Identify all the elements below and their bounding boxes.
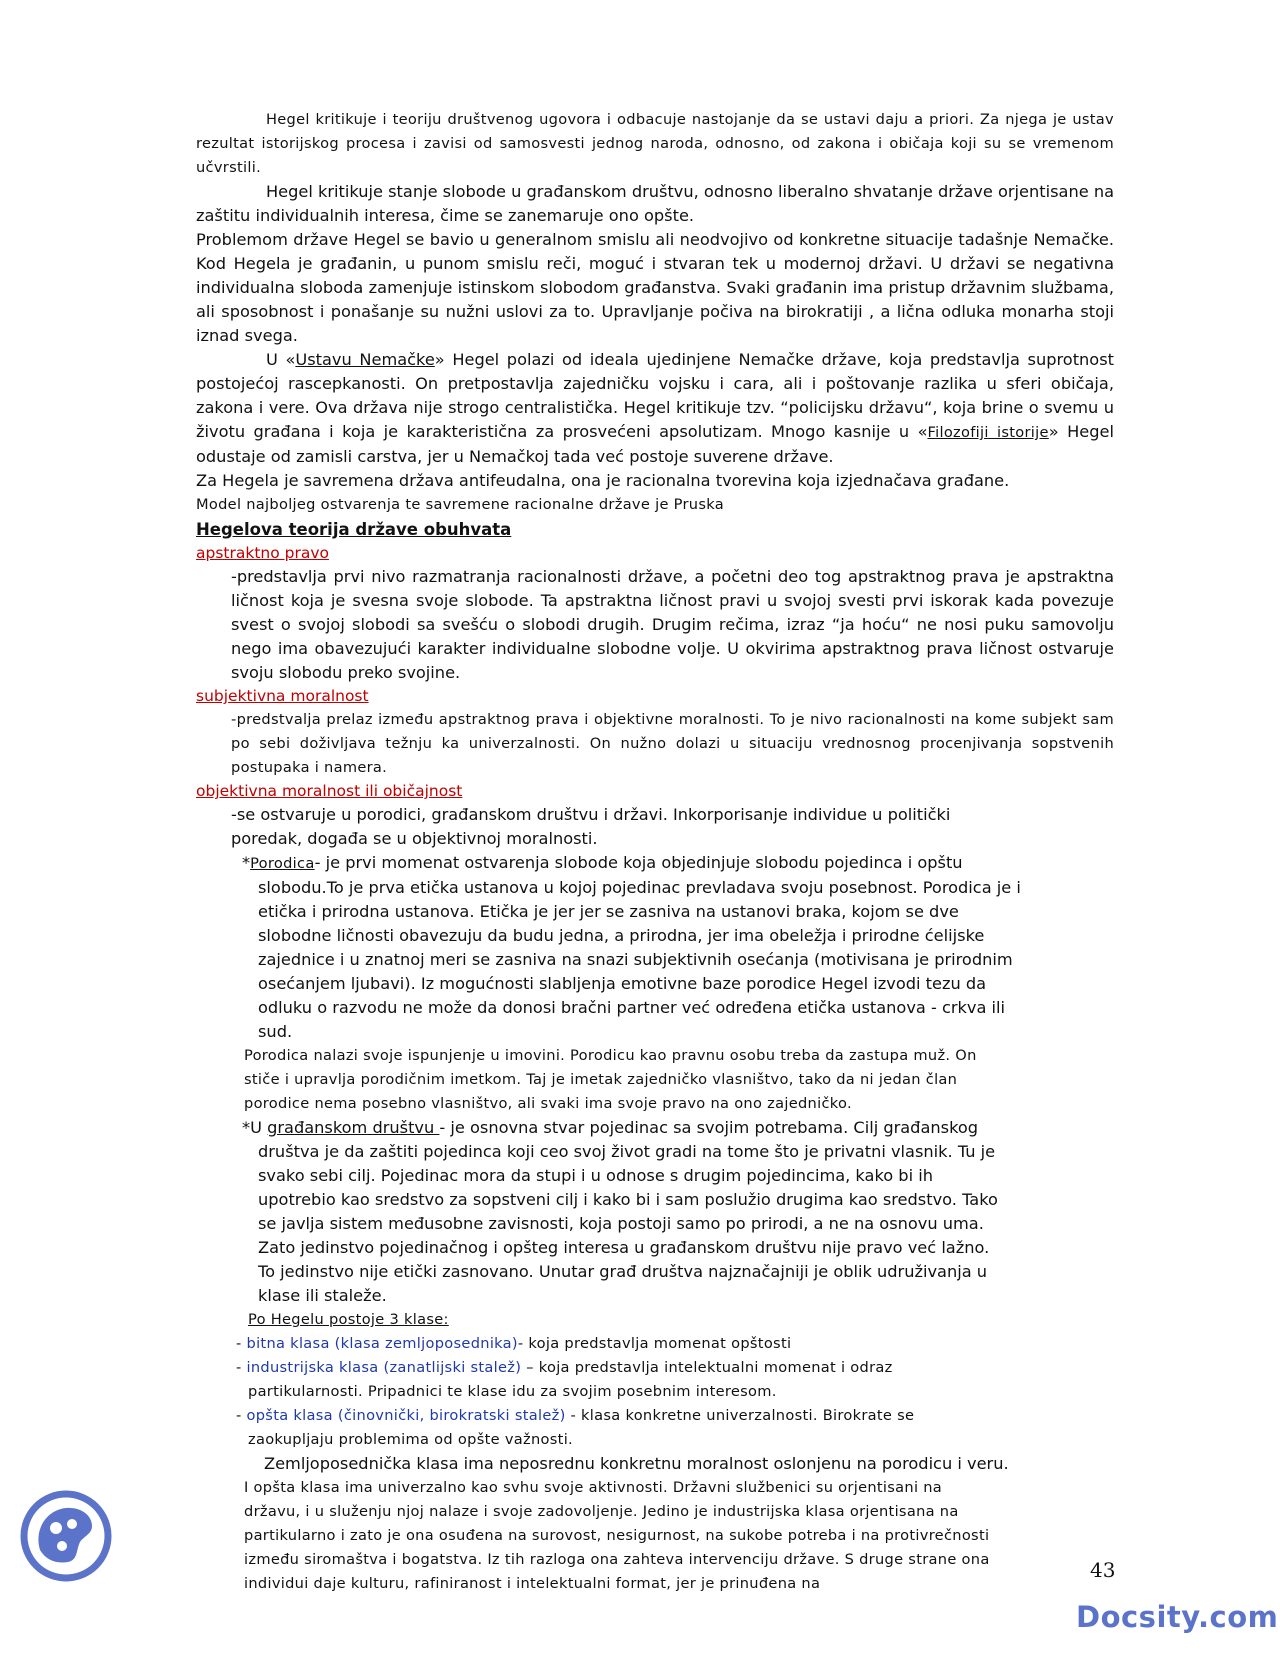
class-desc: – koja predstavlja intelektualni momenat i odraz partikularnosti. Pripadnici te klase idu za svojim posebnim interesom. (248, 1359, 893, 1400)
civil-society-paragraph (244, 1116, 1004, 1308)
civil-society-term: građanskom društvu (267, 1118, 440, 1137)
page-content (196, 108, 1114, 1596)
link-ustavu-nemacke[interactable]: Ustavu Nemačke (295, 350, 435, 369)
class-name: bitna klasa (klasa zemljoposednika) (246, 1335, 518, 1352)
section-text-abstract-right: -predstavlja prvi nivo razmatranja racionalnosti države, a početni deo tog apstraktnog prava je apstraktna ličnost koja je svesna svoje slobode. Ta apstraktna ličnost pravi u svojoj svesti prvi iskorak kada povezuje svest o svojoj slobodi sa svešću o slobodi drugih. Drugim rečima, izraz “ja hoću“ ne nosi puku samovolju nego ima obavezujući karakter individualne slobodne volje. U okvirima apstraktnog prava ličnost ostvaruje svoju slobodu preko svojine. (231, 567, 1114, 682)
section-text-subjective-morality: -predstvalja prelaz između apstraktnog prava i objektivne moralnosti. To je nivo racionalnosti na kome subjekt sam po sebi doživljava težnju ka univerzalnosti. On nužno dolazi u situaciju vrednosnog procenjivanja sopstvenih postupaka i namera. (231, 711, 1114, 776)
section-title-objective-morality[interactable]: objektivna moralnost ili običajnost (196, 782, 463, 800)
class-item-industrial (236, 1356, 964, 1404)
section-text-objective-morality: -se ostvaruje u porodici, građanskom društvu i državi. Inkorporisanje individue u politički poredak, događa se u objektivnoj moralnosti. (231, 805, 951, 848)
closing-paragraph: I opšta klasa ima univerzalno kao svhu svoje aktivnosti. Državni službenici su orjentisani na državu, i u služenju njoj nalaze i svoje zadovoljenje. Jedino je industrijska klasa orjentisana na partikularno i zato je ona osuđena na surovost, nesigurnost, na sukobe potreba i na protivrečnosti između siromaštva i bogatstva. Iz tih razloga ona zahteva intervenciju države. S druge strane ona individui daje kulturu, rafiniranost i intelektualni format, jer je prinuđena na (244, 1479, 990, 1592)
class-name: industrijska klasa (zanatlijski stalež) (246, 1359, 522, 1376)
class-item-landowners (236, 1332, 964, 1356)
dash: - (236, 1359, 247, 1376)
family-paragraph (244, 851, 1024, 1044)
docsity-brand[interactable]: Docsity.com (1076, 1600, 1279, 1634)
text-segment: » Hegel polazi od ideala ujedinjene Nemačke države, koja predstavlja suprotnost postojećoj rascepkanosti. On pretpostavlja zajedničku vojsku i cara, ali i poštovanje razlika u sferi običaja, zakona i vere. Ova država nije strogo centralistička. Hegel kritikuje tzv. “policijsku državu“, koja brine o svemu u životu građana i koja je karakteristična za prosvećeni apsolutizam. Mnogo kasnije u « (196, 350, 1114, 441)
paragraph-social-contract: Hegel kritikuje i teoriju društvenog ugovora i odbacuje nastojanje da se ustavi daju a priori. Za njega je ustav rezultat istorijskog procesa i zavisi od samosvesti jednog naroda, odnosno, od zakona i običaja koji su se vremenom učvrstili. (196, 111, 1114, 176)
family-term: Porodica (250, 855, 315, 872)
civil-society-text: - je osnovna stvar pojedinac sa svojim potrebama. Cilj građanskog društva je da zaštiti pojedinca koji ceo svoj život gradi na tome što je privatni vlasnik. Tu je svako sebi cilj. Pojedinac mora da stupi i u odnose s drugim pojedincima, kako bi ih upotrebio kao sredstvo za sopstveni cilj i kako bi i sam poslužio drugima kao sredstvo. Tako se javlja sistem međusobne zavisnosti, koja postoji samo po prirodi, a ne na osnovu uma. Zato jedinstvo pojedinačnog i opšteg interesa u građanskom društvu nije pravo već lažno. To jedinstvo nije etički zasnovano. Unutar građ društva najznačajniji je oblik udruživanja u klase ili staleže. (258, 1118, 998, 1305)
bullet-star: * (242, 853, 251, 872)
family-text: - je prvi momenat ostvarenja slobode koja objedinjuje slobodu pojedinca i opštu slobodu.To je prva etička ustanova u kojoj pojedinac prevladava svoju posebnost. Porodica je i etička i prirodna ustanova. Etička je jer jer se zasniva na ustanovi braka, kojom se dve slobodne ličnosti obavezuju da budu jedna, a prirodna, jer ima obeležja i prirodne ćelijske zajednice i u znatnoj meri se zasniva na snazi subjektivnih osećanja (motivisana je prirodnim osećanjem ljubavi). Iz mogućnosti slabljenja emotivne baze porodice Hegel izvodi tezu da odluku o razvodu ne može da donosi bračni partner već određena etička ustanova - crkva ili sud. (258, 853, 1021, 1041)
closing-indent-line: Zemljoposednička klasa ima neposrednu konkretnu moralnost oslonjenu na porodicu i veru. (264, 1454, 1009, 1473)
class-desc: - klasa konkretne univerzalnosti. Birokrate se zaokupljaju problemima od opšte važnosti. (248, 1407, 915, 1448)
section-title-subjective-morality[interactable]: subjektivna moralnost (196, 687, 369, 705)
dash: - (236, 1335, 247, 1352)
paragraph-modern-state: Za Hegela je savremena država antifeudalna, ona je racionalna tvorevina koja izjednačava građane. (196, 471, 1010, 490)
paragraph-freedom-critique: Hegel kritikuje stanje slobode u građanskom društvu, odnosno liberalno shvatanje države orjentisane na zaštitu individualnih interesa, čime se zanemaruje ono opšte. (196, 182, 1114, 225)
text-segment: » Hegel odustaje od zamisli carstva, jer u Nemačkoj tada već postoje suverene države. (196, 422, 1114, 466)
classes-title: Po Hegelu postoje 3 klase: (248, 1311, 449, 1328)
text-segment: U « (266, 350, 296, 369)
page-number: 43 (1090, 1558, 1116, 1582)
paragraph-prussia: Model najboljeg ostvarenja te savremene racionalne države je Pruska (196, 496, 724, 513)
class-item-general (236, 1404, 964, 1452)
link-filozofiji-istorije[interactable]: Filozofiji istorije (927, 424, 1049, 441)
dash: - (236, 1407, 247, 1424)
text-segment: U (250, 1118, 268, 1137)
paragraph-constitution-germany (196, 348, 1114, 469)
class-desc: - koja predstavlja momenat opštosti (517, 1335, 792, 1352)
bullet-star: * (242, 1118, 251, 1137)
class-name: opšta klasa (činovnički, birokratski stalež) (246, 1407, 566, 1424)
paragraph-state-problem: Problemom države Hegel se bavio u generalnom smislu ali neodvojivo od konkretne situacije tadašnje Nemačke. Kod Hegela je građanin, u punom smislu reči, moguć i stvaran tek u modernoj državi. U državi se negativna individualna sloboda zamenjuje istinskom slobodom građanstva. Svaki građanin ima pristup državnim službama, ali sposobnost i ponašanje su nužni uslovi za to. Upravljanje počiva na birokratiji , a lična odluka monarha stoji iznad svega. (196, 230, 1114, 345)
docsity-logo-icon (20, 1490, 112, 1582)
family-property-paragraph: Porodica nalazi svoje ispunjenje u imovini. Porodicu kao pravnu osobu treba da zastupa muž. On stiče i upravlja porodičnim imetkom. Taj je imetak zajedničko vlasništvo, tako da ni jedan član porodice nema posebno vlasništvo, ali svaki ima svoje pravo na ono zajedničko. (244, 1047, 977, 1112)
section-title-abstract-right[interactable]: apstraktno pravo (196, 544, 330, 562)
classes-list (236, 1332, 964, 1452)
section-heading: Hegelova teorija države obuhvata (196, 520, 512, 539)
